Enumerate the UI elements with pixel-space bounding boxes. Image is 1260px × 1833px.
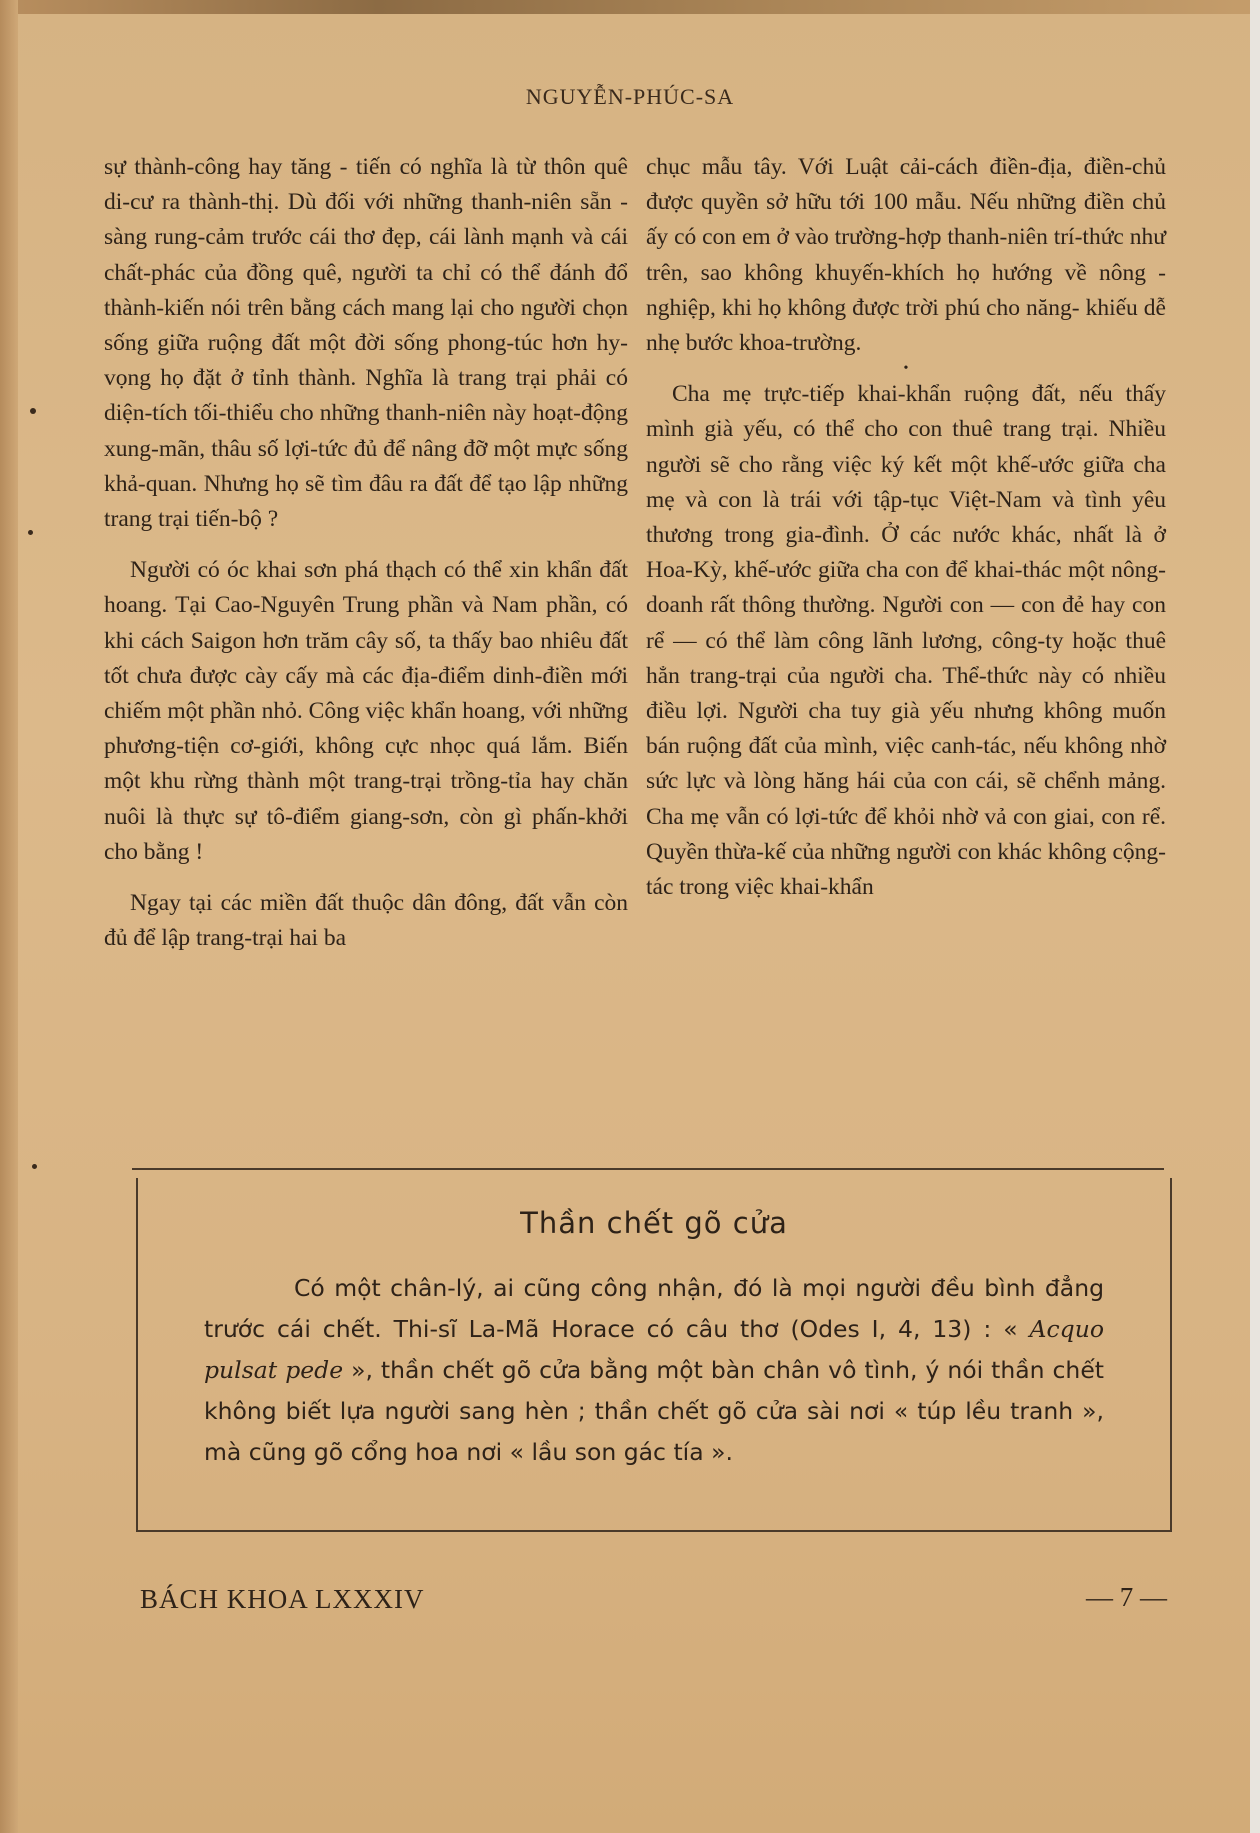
paper-speck <box>30 408 36 414</box>
right-text-column <box>646 150 1166 905</box>
section-dot: • <box>903 361 909 377</box>
paragraph: Cha mẹ trực-tiếp khai-khẩn ruộng đất, nếu thấy mình già yếu, có thể cho con thuê trang trại. Nhiều người sẽ cho rằng việc ký kết một khế-ước giữa cha mẹ và con là trái với tập-tục Việt-Nam và tình yêu thương trong gia-đình. Ở các nước khác, nhất là ở Hoa-Kỳ, khế-ước giữa cha con để khai-thác một nông-doanh rất thông thường. Người con — con đẻ hay con rể — có thể làm công lãnh lương, công-ty hoặc thuê hẳn trang-trại của người cha. Thể-thức này có nhiều điều lợi. Người cha tuy già yếu nhưng không muốn bán ruộng đất của mình, việc canh-tác, nếu không nhờ sức lực và lòng hăng hái của con cái, sẽ chểnh mảng. Cha mẹ vẫn có lợi-tức để khỏi nhờ vả con giai, con rể. Quyền thừa-kế của những người con khác không cộng-tác trong việc khai-khẩn <box>646 381 1166 901</box>
running-header-author: NGUYỄN-PHÚC-SA <box>525 84 735 109</box>
paragraph: sự thành-công hay tăng - tiến có nghĩa là từ thôn quê di-cư ra thành-thị. Dù đối với những thanh-niên sẵn - sàng rung-cảm trước cái thơ đẹp, cái lành mạnh và cái chất-phác của đồng quê, người ta chỉ có thể đánh đổ thành-kiến nói trên bằng cách mang lại cho người chọn sống giữa ruộng đất một đời sống phong-túc hơn hy-vọng họ đặt ở tỉnh thành. Nghĩa là trang trại phải có diện-tích tối-thiểu cho những thanh-niên này hoạt-động xung-mãn, thâu số lợi-tức đủ để nâng đỡ một mực sống khả-quan. Nhưng họ sẽ tìm đâu ra đất để tạo lập những trang trại tiến-bộ ? <box>104 154 628 533</box>
sidebar-box <box>136 1178 1172 1532</box>
paper-speck <box>32 1164 37 1169</box>
box-text <box>204 1268 1104 1473</box>
paper-speck <box>28 530 33 535</box>
magazine-name: BÁCH KHOA LXXXIV <box>140 1584 425 1614</box>
page-number: — 7 — <box>1086 1582 1167 1612</box>
page-left-edge <box>0 0 18 1833</box>
box-text-before: Có một chân-lý, ai cũng công nhận, đó là mọi người đều bình đẳng trước cái chết. Thi-sĩ La-Mã Horace có câu thơ (Odes I, 4, 13) : « <box>204 1274 1104 1343</box>
paragraph: Ngay tại các miền đất thuộc dân đông, đất vẫn còn đủ để lập trang-trại hai ba <box>104 890 628 952</box>
left-text-column <box>104 150 628 956</box>
box-top-rule <box>132 1168 1164 1170</box>
box-text-after: », thần chết gõ cửa bằng một bàn chân vô tình, ý nói thần chết không biết lựa người sang hèn ; thần chết gõ cửa sài nơi « túp lều tranh », mà cũng gõ cổng hoa nơi « lầu son gác tía ». <box>204 1356 1104 1466</box>
page-right-edge <box>1250 0 1260 1833</box>
latin-quote: Acquo pulsat pede <box>204 1315 1104 1384</box>
page-top-edge <box>0 0 1260 14</box>
paragraph: Người có óc khai sơn phá thạch có thể xin khẩn đất hoang. Tại Cao-Nguyên Trung phần và Nam phần, có khi cách Saigon hơn trăm cây số, ta thấy bao nhiêu đất tốt chưa được cày cấy mà các địa-điểm dinh-điền mới chiếm một phần nhỏ. Công việc khẩn hoang, với những phương-tiện cơ-giới, không cực nhọc quá lắm. Biến một khu rừng thành một trang-trại trồng-tỉa hay chăn nuôi là thực sự tô-điểm giang-sơn, còn gì phấn-khởi cho bằng ! <box>104 557 628 865</box>
box-title: Thần chết gõ cửa <box>520 1206 788 1240</box>
paragraph: chục mẫu tây. Với Luật cải-cách điền-địa, điền-chủ được quyền sở hữu tới 100 mẫu. Nếu những điền chủ ấy có con em ở vào trường-hợp thanh-niên trí-thức như trên, sao không khuyến-khích họ hướng về nông - nghiệp, khi họ không được trời phú cho năng- khiếu dễ nhẹ bước khoa-trường. <box>646 154 1166 357</box>
